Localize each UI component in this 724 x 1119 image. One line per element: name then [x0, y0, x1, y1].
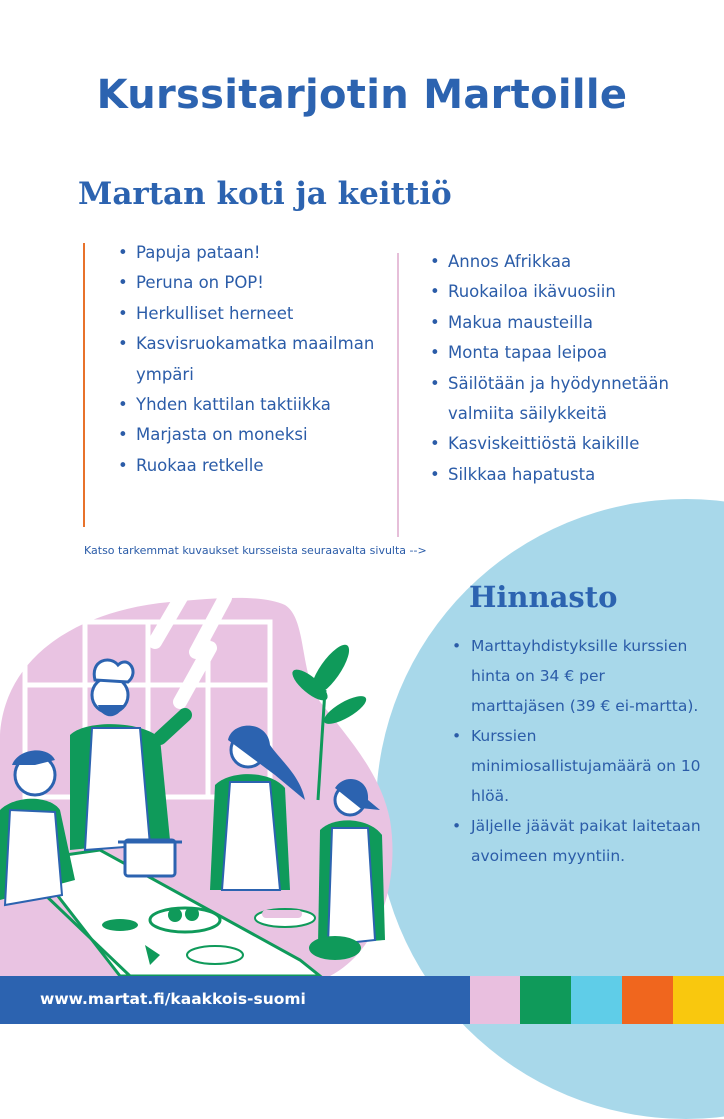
color-strip-orange [622, 976, 673, 1024]
course-list-left [118, 238, 388, 481]
course-list-right [430, 247, 710, 490]
footer-url-bar [0, 976, 470, 1024]
color-strip-sky [571, 976, 622, 1024]
list-item: • Marjasta on moneksi [118, 420, 388, 450]
footer-bar [0, 976, 724, 1024]
list-item: • Monta tapaa leipoa [430, 338, 710, 368]
list-item: • Makua mausteilla [430, 308, 710, 338]
list-item: • Silkkaa hapatusta [430, 460, 710, 490]
divider-pink [397, 253, 399, 537]
pricing-list [452, 631, 702, 871]
color-strip-pink [470, 976, 520, 1024]
page-title: Kurssitarjotin Martoille [96, 72, 628, 118]
list-item: • Annos Afrikkaa [430, 247, 710, 277]
section-title: Martan koti ja keittiö [78, 176, 452, 212]
list-item: • Jäljelle jäävät paikat laitetaan avoimeen myyntiin. [452, 811, 702, 871]
next-page-note: Katso tarkemmat kuvaukset kursseista seuraavalta sivulta --> [84, 544, 427, 557]
cooking-class-illustration [0, 560, 400, 976]
pricing-title: Hinnasto [469, 580, 618, 614]
list-item: • Marttayhdistyksille kurssien hinta on 34 € per marttajäsen (39 € ei-martta). [452, 631, 702, 721]
list-item: • Kasvisruokamatka maailman ympäri [118, 329, 388, 390]
list-item: • Peruna on POP! [118, 268, 388, 298]
list-item: • Kurssien minimiosallistujamäärä on 10 hlöä. [452, 721, 702, 811]
list-item: • Yhden kattilan taktiikka [118, 390, 388, 420]
website-link[interactable]: www.martat.fi/kaakkois-suomi [40, 990, 306, 1008]
list-item: • Herkulliset herneet [118, 299, 388, 329]
list-item: • Kasviskeittiöstä kaikille [430, 429, 710, 459]
list-item: • Papuja pataan! [118, 238, 388, 268]
color-strip-green [520, 976, 571, 1024]
divider-orange [83, 243, 85, 527]
color-strip-yellow [673, 976, 724, 1024]
list-item: • Ruokaa retkelle [118, 451, 388, 481]
list-item: • Säilötään ja hyödynnetään valmiita säilykkeitä [430, 369, 710, 430]
list-item: • Ruokailoa ikävuosiin [430, 277, 710, 307]
